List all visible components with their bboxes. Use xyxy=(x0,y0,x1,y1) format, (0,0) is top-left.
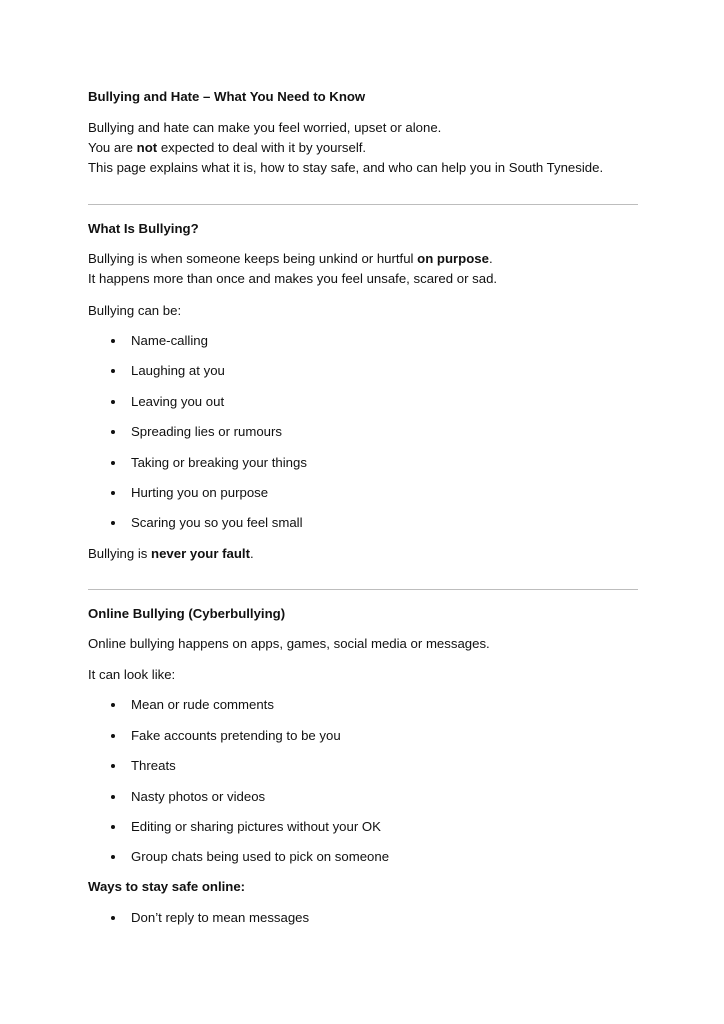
list-item-text: Name-calling xyxy=(131,333,208,348)
bullet-icon xyxy=(111,916,115,920)
intro-line-3: This page explains what it is, how to stay safe, and who can help you in South Tyneside. xyxy=(88,160,604,175)
what-is-heading: What Is Bullying? xyxy=(88,221,199,236)
list-item-text: Leaving you out xyxy=(131,394,225,409)
intro-heading: Bullying and Hate – What You Need to Know xyxy=(88,89,366,104)
what-is-line-1-pre: Bullying is when someone keeps being unkind or hurtful xyxy=(88,251,418,266)
online-list-intro: It can look like: xyxy=(88,667,176,682)
list-item-text: Group chats being used to pick on someone xyxy=(131,849,390,864)
what-is-closing-post: . xyxy=(249,546,254,561)
bullet-icon xyxy=(111,703,115,707)
bullet-icon xyxy=(111,369,115,373)
bullet-icon xyxy=(111,461,115,465)
what-is-closing-bold: never your fault xyxy=(151,546,250,561)
what-is-closing-pre: Bullying is xyxy=(88,546,152,561)
intro-line-2-bold: not xyxy=(136,140,158,155)
what-is-line-1 xyxy=(88,251,493,266)
what-is-closing xyxy=(88,546,254,561)
intro-line-1: Bullying and hate can make you feel worried, upset or alone. xyxy=(88,120,442,135)
what-is-line-2: It happens more than once and makes you feel unsafe, scared or sad. xyxy=(88,271,498,286)
list-item-text: Scaring you so you feel small xyxy=(131,515,303,530)
bullet-icon xyxy=(111,825,115,829)
bullet-icon xyxy=(111,734,115,738)
what-is-line-1-post: . xyxy=(488,251,493,266)
section-divider xyxy=(88,204,638,205)
bullet-icon xyxy=(111,795,115,799)
bullet-icon xyxy=(111,339,115,343)
bullet-icon xyxy=(111,855,115,859)
list-item-text: Spreading lies or rumours xyxy=(131,424,282,439)
list-item-text: Don’t reply to mean messages xyxy=(131,910,310,925)
intro-line-2-post: expected to deal with it by yourself. xyxy=(157,140,367,155)
list-item-text: Threats xyxy=(131,758,176,773)
section-divider xyxy=(88,589,638,590)
list-item-text: Nasty photos or videos xyxy=(131,789,266,804)
list-item-text: Hurting you on purpose xyxy=(131,485,269,500)
online-line-1: Online bullying happens on apps, games, social media or messages. xyxy=(88,636,490,651)
list-item-text: Laughing at you xyxy=(131,363,225,378)
what-is-line-1-bold: on purpose xyxy=(417,251,489,266)
intro-line-2 xyxy=(88,140,366,155)
bullet-icon xyxy=(111,491,115,495)
bullet-icon xyxy=(111,521,115,525)
online-heading: Online Bullying (Cyberbullying) xyxy=(88,606,286,621)
safe-online-heading: Ways to stay safe online: xyxy=(88,879,246,894)
what-is-list-intro: Bullying can be: xyxy=(88,303,182,318)
list-item-text: Taking or breaking your things xyxy=(131,455,307,470)
intro-line-2-pre: You are xyxy=(88,140,137,155)
list-item-text: Fake accounts pretending to be you xyxy=(131,728,341,743)
bullet-icon xyxy=(111,400,115,404)
list-item-text: Mean or rude comments xyxy=(131,697,274,712)
bullet-icon xyxy=(111,430,115,434)
bullet-icon xyxy=(111,764,115,768)
list-item-text: Editing or sharing pictures without your OK xyxy=(131,819,381,834)
